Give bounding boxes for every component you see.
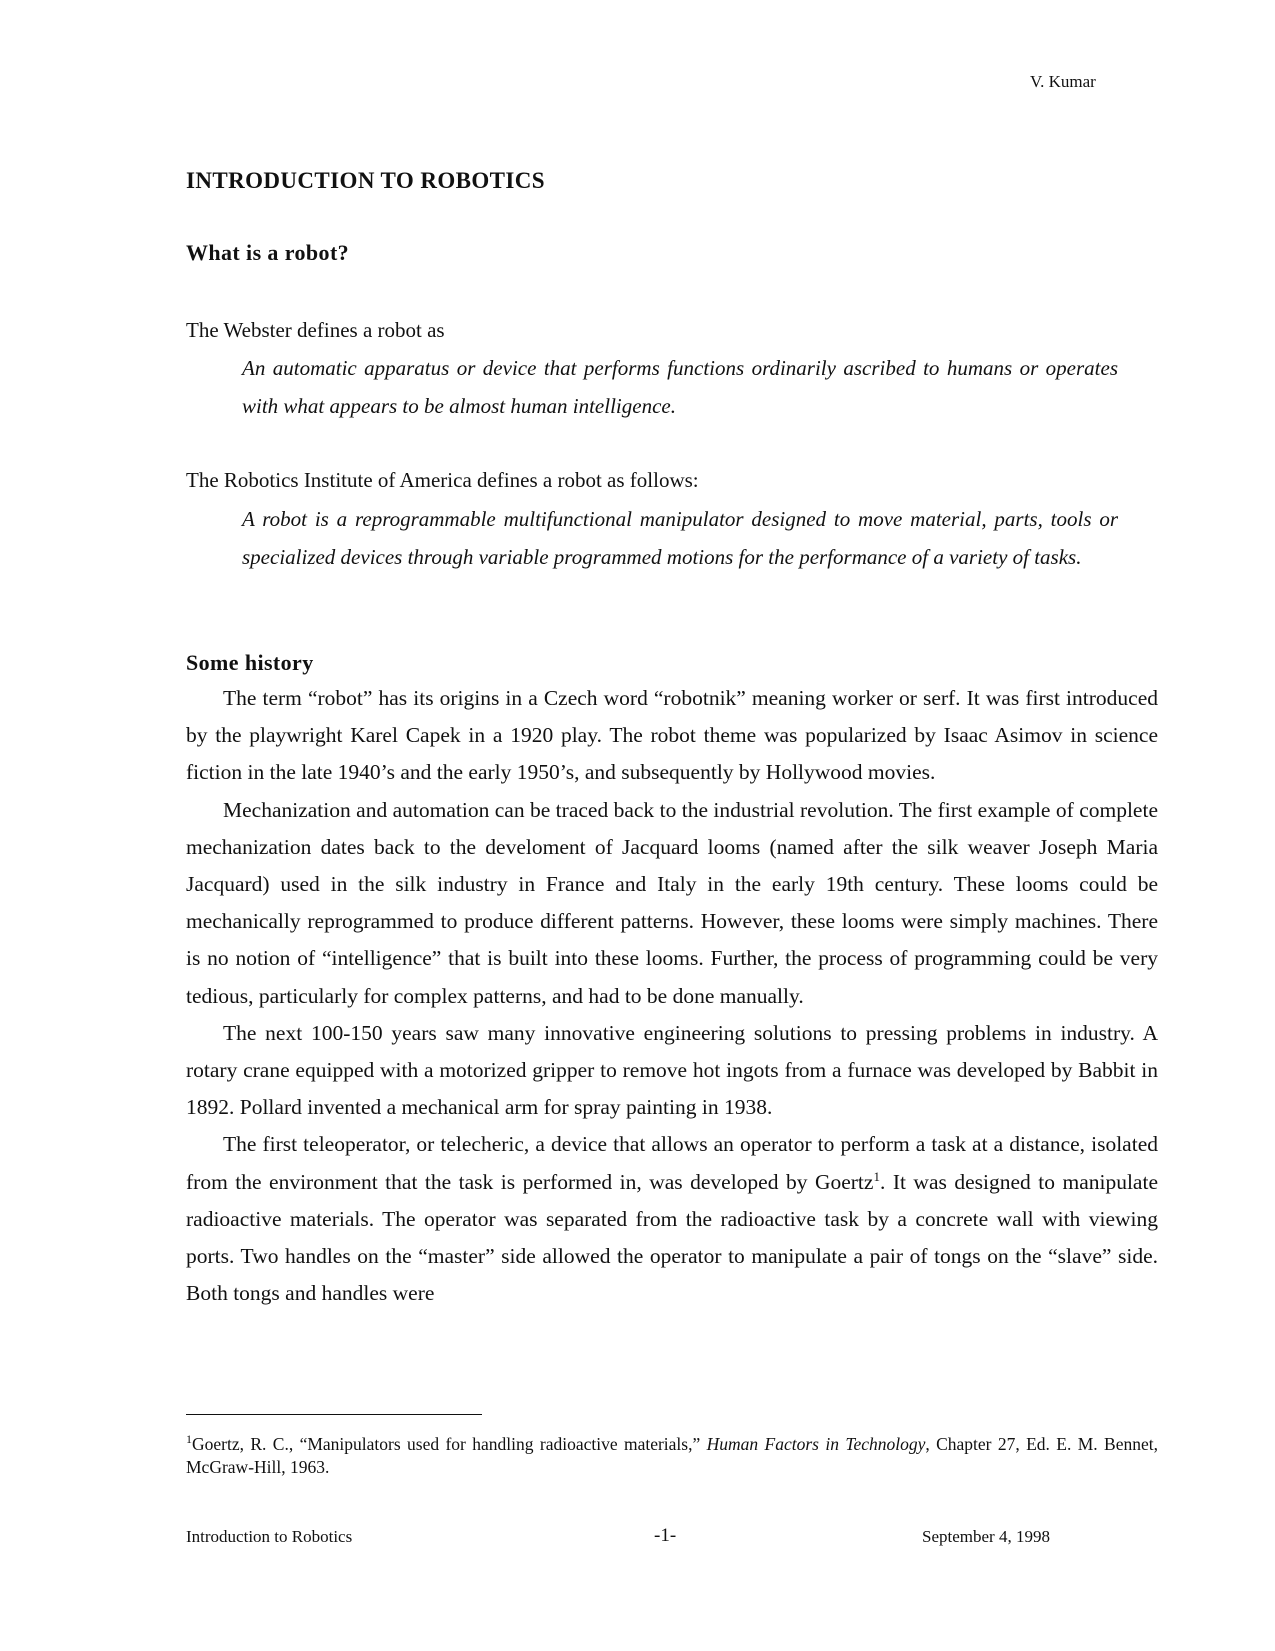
history-body <box>186 680 1158 1312</box>
history-paragraph-2: Mechanization and automation can be traced back to the industrial revolution. The first example of complete mechanization dates back to the develoment of Jacquard looms (named after the silk weaver Joseph Maria Jacquard) used in the silk industry in France and Italy in the early 19th century. These looms could be mechanically reprogrammed to produce different patterns. However, these looms were simply machines. There is no notion of “intelligence” that is built into these looms. Further, the process of programming could be very tedious, particularly for complex patterns, and had to be done manually. <box>186 797 1158 1008</box>
footnote-reference[interactable]: 1 <box>873 1168 880 1184</box>
footnote-marker: 1 <box>186 1432 192 1447</box>
ria-intro: The Robotics Institute of America defines a robot as follows: <box>186 468 699 492</box>
history-paragraph-4-end: . It was designed to manipulate radioactive materials. The operator was separated from the radioactive task by a concrete wall with viewing ports. Two handles on the “master” side allowed the operator to manipulate a pair of tongs on the “slave” side. Both tongs and handles were <box>186 1169 1158 1306</box>
webster-intro: The Webster defines a robot as <box>186 318 445 342</box>
footnote-book-title: Human Factors in Technology <box>706 1434 926 1454</box>
footer-title: Introduction to Robotics <box>186 1527 353 1546</box>
history-paragraph-1: The term “robot” has its origins in a Czech word “robotnik” meaning worker or serf. It was first introduced by the playwright Karel Capek in a 1920 play. The robot theme was popularized by Isaac Asimov in science fiction in the late 1940’s and the early 1950’s, and subsequently by Hollywood movies. <box>186 686 1158 785</box>
footnote-text-a: Goertz, R. C., “Manipulators used for handling radioactive materials,” <box>192 1434 707 1454</box>
footer-date: September 4, 1998 <box>922 1527 1050 1546</box>
footnote <box>186 1433 1158 1479</box>
document-title: INTRODUCTION TO ROBOTICS <box>186 168 545 193</box>
header-author: V. Kumar <box>1030 72 1096 91</box>
history-paragraph-3: The next 100-150 years saw many innovative engineering solutions to pressing problems in industry. A rotary crane equipped with a motorized gripper to remove hot ingots from a furnace was developed by Babbit in 1892. Pollard invented a mechanical arm for spray painting in 1938. <box>186 1020 1158 1120</box>
section-heading-what-is-a-robot: What is a robot? <box>186 240 350 265</box>
footer-page-number: -1- <box>654 1525 677 1546</box>
section-heading-some-history: Some history <box>186 650 314 675</box>
history-paragraph-4 <box>186 1126 1158 1312</box>
webster-definition: An automatic apparatus or device that performs functions ordinarily ascribed to humans or operates with what appears to be almost human intelligence. <box>242 356 1118 418</box>
history-paragraph-4-start: The first teleoperator, or telecheric, a device that allows an operator to perform a task at a distance, isolated from the environment that the task is performed in, was developed by Goertz <box>186 1132 1158 1194</box>
ria-definition: A robot is a reprogrammable multifunctional manipulator designed to move material, parts, tools or specialized devices through variable programmed motions for the performance of a variety of tasks. <box>242 507 1118 569</box>
footnote-text-b: , Chapter 27, Ed. E. M. Bennet, McGraw-Hill, 1963. <box>186 1434 1158 1477</box>
footnote-divider <box>186 1414 482 1415</box>
